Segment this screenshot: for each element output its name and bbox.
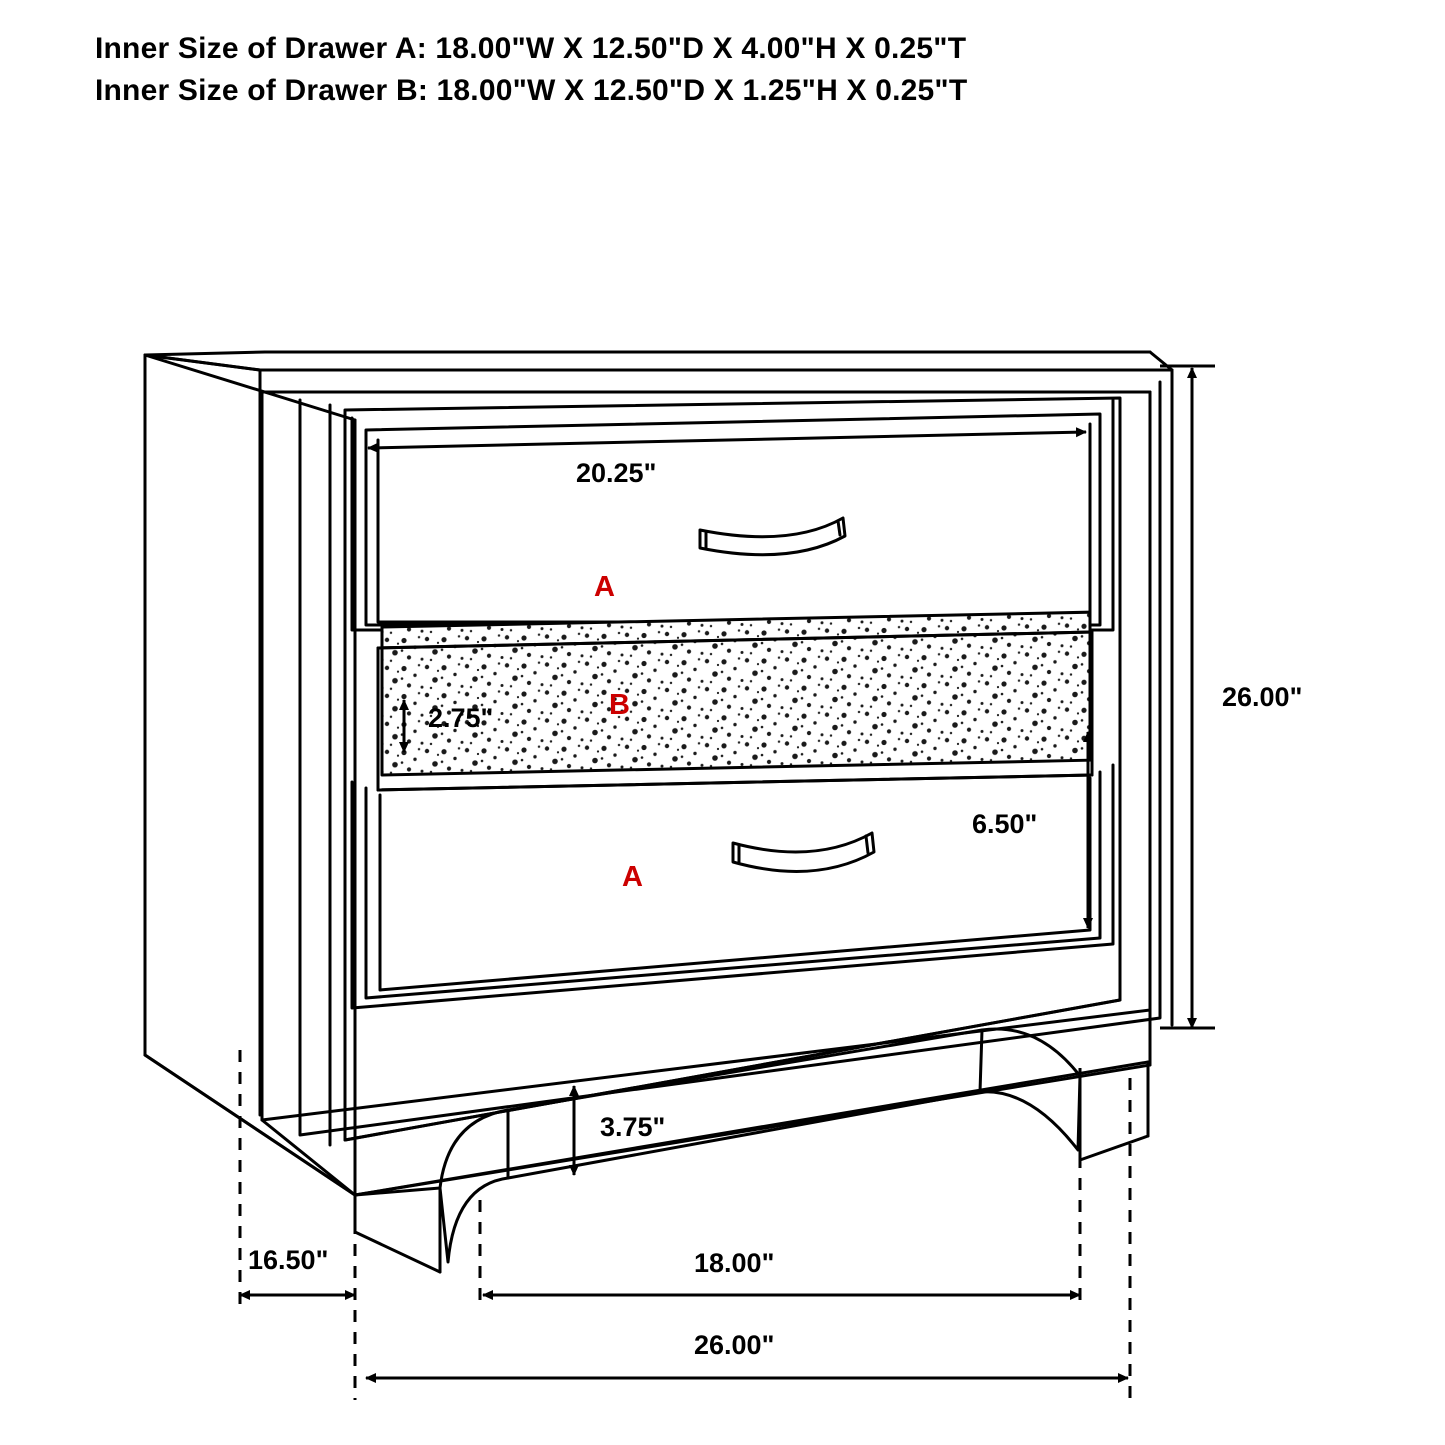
drawer-label-top-a: A bbox=[594, 571, 615, 603]
dim-lower-drawer-height: 6.50" bbox=[972, 809, 1038, 839]
dim-leg-height: 3.75" bbox=[600, 1112, 666, 1142]
dim-overall-width: 26.00" bbox=[694, 1330, 775, 1360]
drawer-a-spec-line: Inner Size of Drawer A: 18.00"W X 12.50"D X 4.00"H X 0.25"T bbox=[95, 32, 967, 65]
dim-accent-drawer-height: 2.75" bbox=[428, 703, 494, 733]
dim-drawer-width: 20.25" bbox=[576, 458, 657, 488]
drawer-label-middle-b: B bbox=[609, 689, 630, 721]
dim-front-inner-width: 18.00" bbox=[694, 1248, 775, 1278]
dim-side-depth: 16.50" bbox=[248, 1245, 329, 1275]
drawer-label-bottom-a: A bbox=[622, 861, 643, 893]
drawer-b-spec-line: Inner Size of Drawer B: 18.00"W X 12.50"D X 1.25"H X 0.25"T bbox=[95, 74, 968, 107]
dim-overall-height: 26.00" bbox=[1222, 682, 1303, 712]
